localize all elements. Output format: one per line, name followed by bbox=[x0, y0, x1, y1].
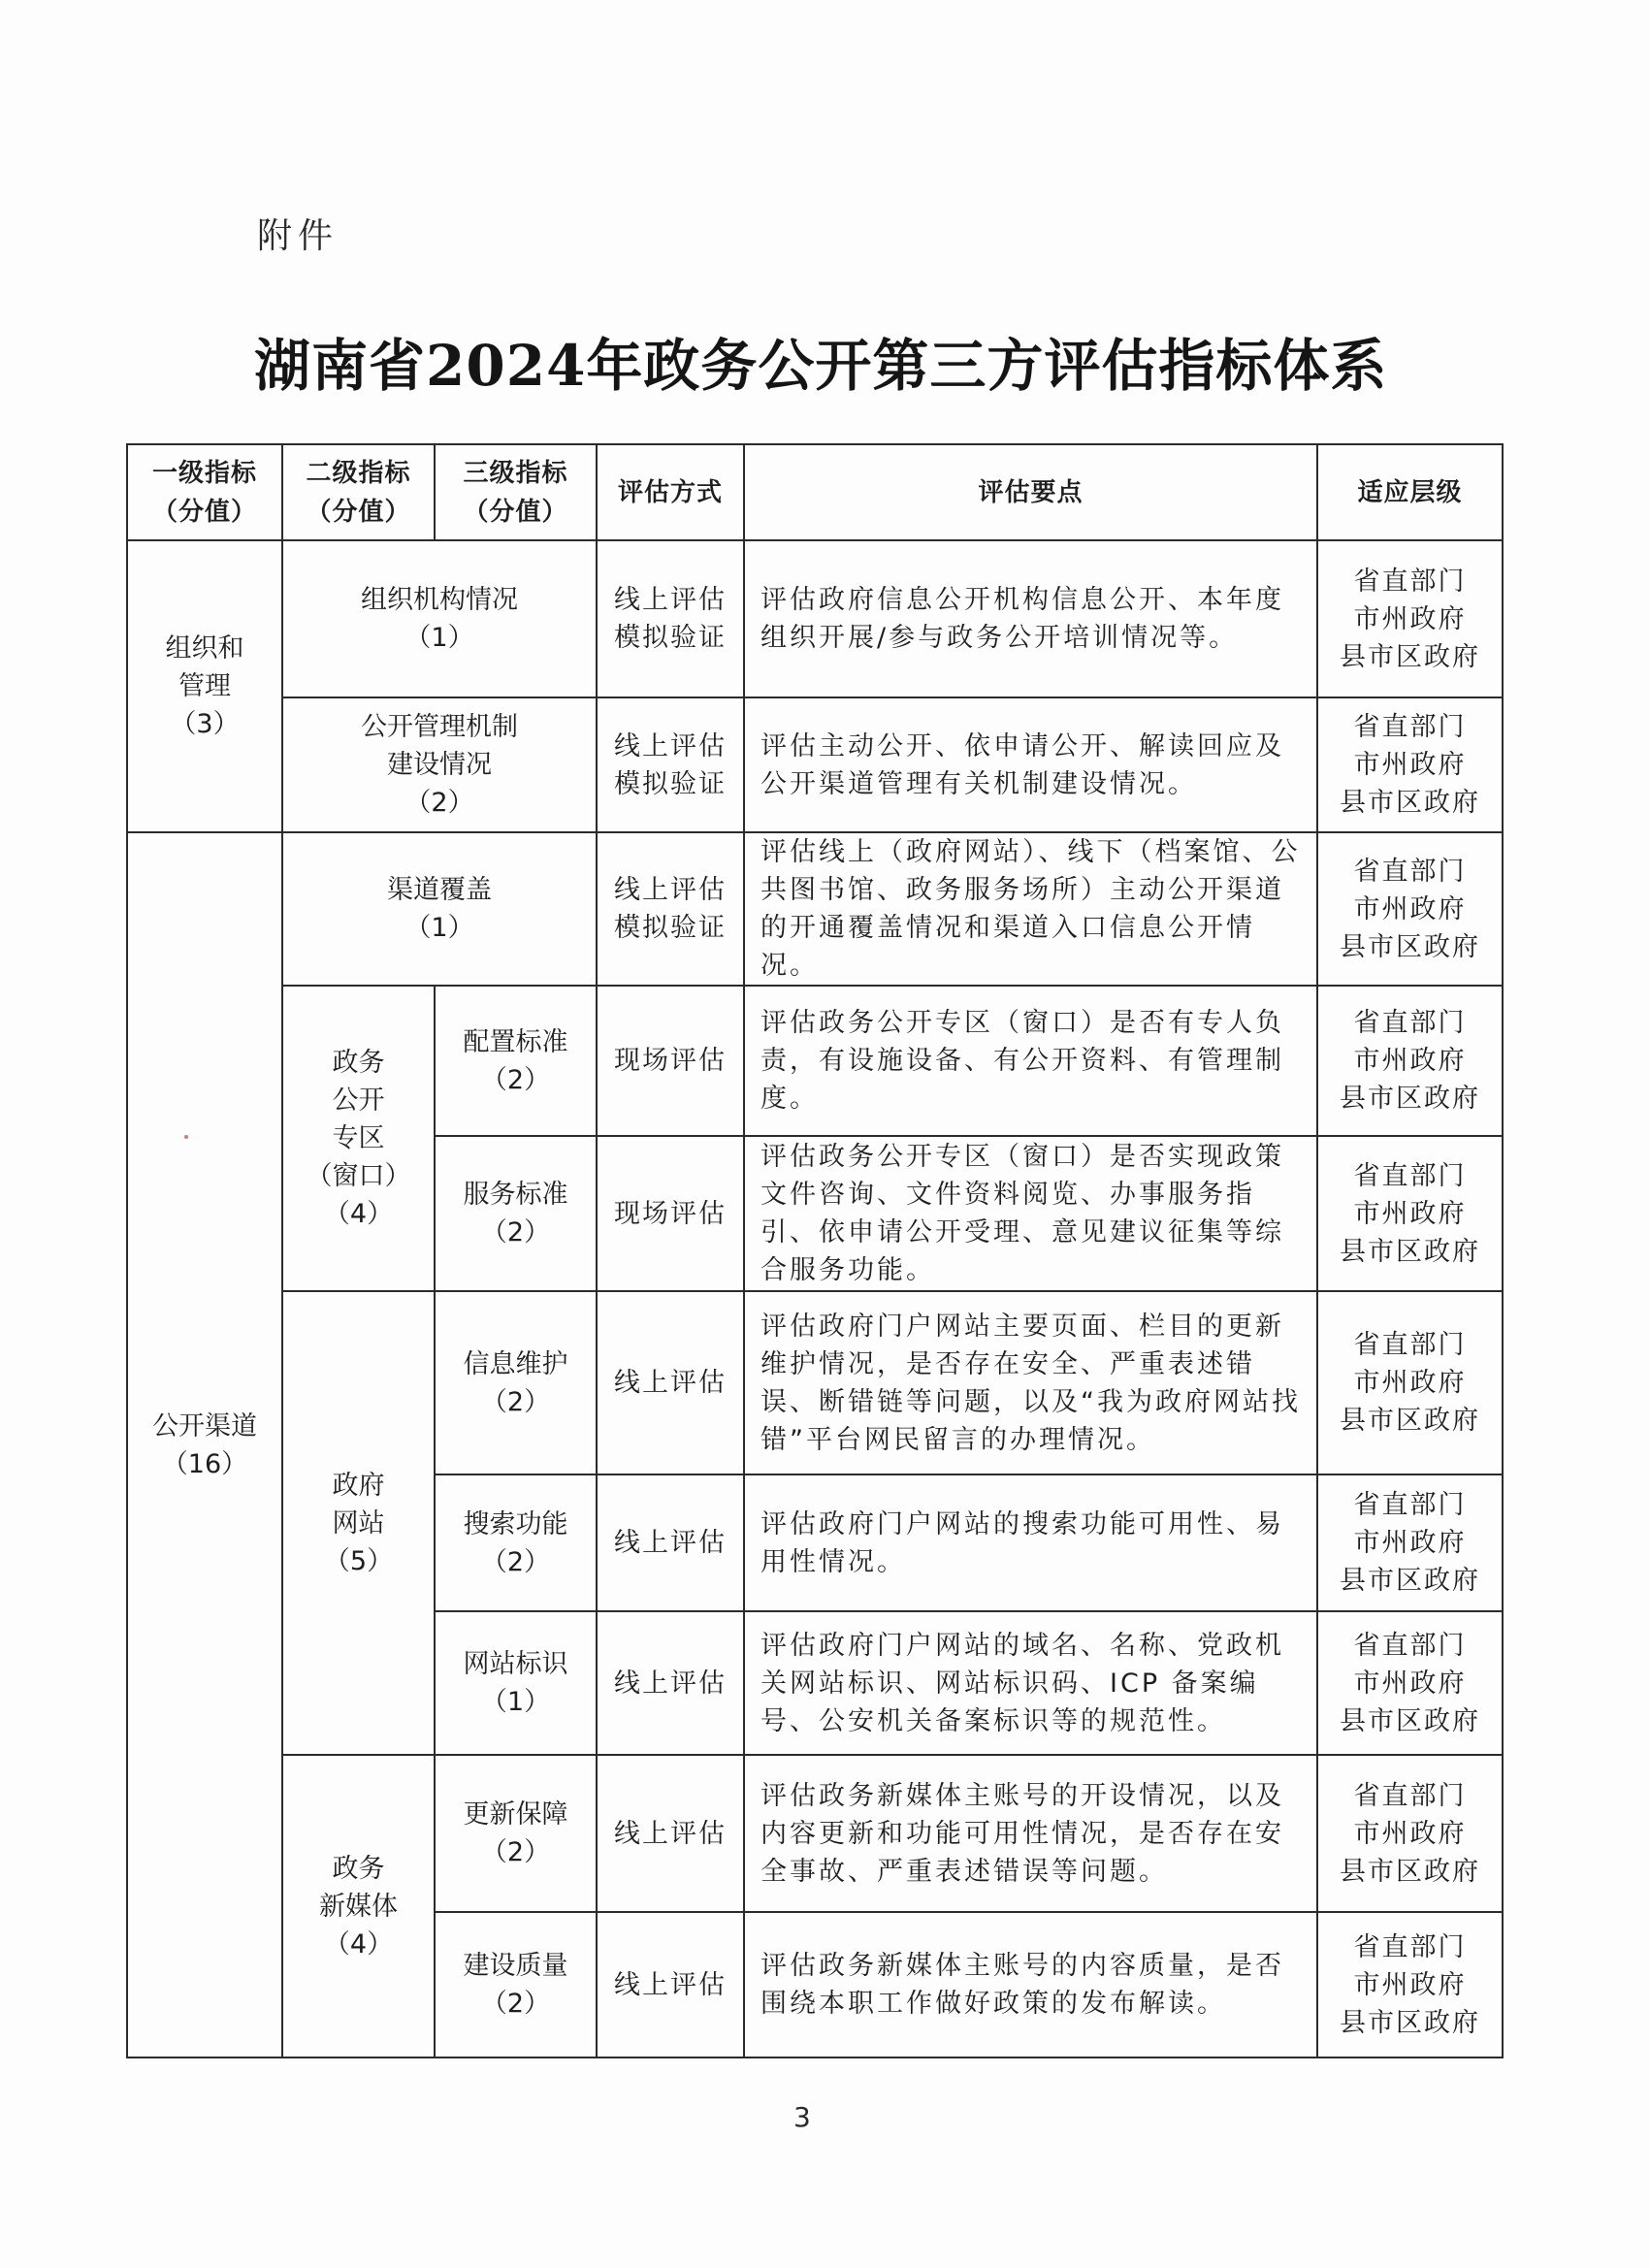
method-cell: 线上评估 模拟验证 bbox=[597, 832, 744, 986]
level3-cell: 建设质量 （2） bbox=[435, 1912, 597, 2057]
points-cell: 评估政务公开专区（窗口）是否有专人负责，有设施设备、有公开资料、有管理制度。 bbox=[744, 986, 1317, 1136]
points-cell: 评估政府门户网站的域名、名称、党政机关网站标识、网站标识码、ICP 备案编号、公安机关备案标识等的规范性。 bbox=[744, 1611, 1317, 1755]
method-cell: 线上评估 bbox=[597, 1755, 744, 1912]
level-cell: 省直部门 市州政府 县市区政府 bbox=[1317, 540, 1503, 697]
level-cell: 省直部门 市州政府 县市区政府 bbox=[1317, 1912, 1503, 2057]
level3-cell: 更新保障 （2） bbox=[435, 1755, 597, 1912]
scan-speck bbox=[184, 1135, 188, 1139]
level3-cell: 搜索功能 （2） bbox=[435, 1474, 597, 1611]
table-row bbox=[127, 1291, 1503, 1474]
method-cell: 现场评估 bbox=[597, 986, 744, 1136]
level-cell: 省直部门 市州政府 县市区政府 bbox=[1317, 1136, 1503, 1291]
evaluation-index-table bbox=[126, 443, 1504, 2058]
table-header-row bbox=[127, 444, 1503, 540]
level-cell: 省直部门 市州政府 县市区政府 bbox=[1317, 1755, 1503, 1912]
table-row bbox=[127, 697, 1503, 832]
method-cell: 现场评估 bbox=[597, 1136, 744, 1291]
document-title: 湖南省2024年政务公开第三方评估指标体系 bbox=[254, 333, 1388, 399]
level1-cell-org: 组织和 管理 （3） bbox=[127, 540, 282, 832]
points-cell: 评估政府门户网站的搜索功能可用性、易用性情况。 bbox=[744, 1474, 1317, 1611]
level-cell: 省直部门 市州政府 县市区政府 bbox=[1317, 697, 1503, 832]
points-cell: 评估政务新媒体主账号的内容质量，是否围绕本职工作做好政策的发布解读。 bbox=[744, 1912, 1317, 2057]
attachment-label: 附件 bbox=[257, 216, 340, 256]
table-row bbox=[127, 986, 1503, 1136]
method-cell: 线上评估 bbox=[597, 1291, 744, 1474]
points-cell: 评估政府信息公开机构信息公开、本年度组织开展/参与政务公开培训情况等。 bbox=[744, 540, 1317, 697]
level3-cell: 服务标准 （2） bbox=[435, 1136, 597, 1291]
header-level3: 三级指标 （分值） bbox=[435, 444, 597, 540]
level-cell: 省直部门 市州政府 县市区政府 bbox=[1317, 832, 1503, 986]
header-level: 适应层级 bbox=[1317, 444, 1503, 540]
table-row bbox=[127, 832, 1503, 986]
level2-group-cell: 政务 公开 专区 （窗口） （4） bbox=[282, 986, 435, 1291]
level3-cell: 信息维护 （2） bbox=[435, 1291, 597, 1474]
method-cell: 线上评估 bbox=[597, 1912, 744, 2057]
level-cell: 省直部门 市州政府 县市区政府 bbox=[1317, 1474, 1503, 1611]
level-cell: 省直部门 市州政府 县市区政府 bbox=[1317, 1291, 1503, 1474]
page-number: 3 bbox=[793, 2101, 811, 2133]
level2-group-cell: 政府 网站 （5） bbox=[282, 1291, 435, 1755]
points-cell: 评估政府门户网站主要页面、栏目的更新维护情况，是否存在安全、严重表述错误、断错链等问题，以及“我为政府网站找错”平台网民留言的办理情况。 bbox=[744, 1291, 1317, 1474]
method-cell: 线上评估 模拟验证 bbox=[597, 697, 744, 832]
header-level1: 一级指标 （分值） bbox=[127, 444, 282, 540]
level1-cell-channels: 公开渠道 （16） bbox=[127, 832, 282, 2057]
level3-cell: 配置标准 （2） bbox=[435, 986, 597, 1136]
method-cell: 线上评估 模拟验证 bbox=[597, 540, 744, 697]
level-cell: 省直部门 市州政府 县市区政府 bbox=[1317, 986, 1503, 1136]
points-cell: 评估主动公开、依申请公开、解读回应及公开渠道管理有关机制建设情况。 bbox=[744, 697, 1317, 832]
level3-cell: 网站标识 （1） bbox=[435, 1611, 597, 1755]
level2-cell: 公开管理机制 建设情况 （2） bbox=[282, 697, 597, 832]
method-cell: 线上评估 bbox=[597, 1611, 744, 1755]
level2-group-cell: 政务 新媒体 （4） bbox=[282, 1755, 435, 2057]
method-cell: 线上评估 bbox=[597, 1474, 744, 1611]
level-cell: 省直部门 市州政府 县市区政府 bbox=[1317, 1611, 1503, 1755]
header-level2: 二级指标 （分值） bbox=[282, 444, 435, 540]
points-cell: 评估政务公开专区（窗口）是否实现政策文件咨询、文件资料阅览、办事服务指引、依申请公开受理、意见建议征集等综合服务功能。 bbox=[744, 1136, 1317, 1291]
table-row bbox=[127, 1755, 1503, 1912]
header-points: 评估要点 bbox=[744, 444, 1317, 540]
points-cell: 评估政务新媒体主账号的开设情况，以及内容更新和功能可用性情况，是否存在安全事故、严重表述错误等问题。 bbox=[744, 1755, 1317, 1912]
level2-cell: 渠道覆盖 （1） bbox=[282, 832, 597, 986]
header-method: 评估方式 bbox=[597, 444, 744, 540]
points-cell: 评估线上（政府网站）、线下（档案馆、公共图书馆、政务服务场所）主动公开渠道的开通覆盖情况和渠道入口信息公开情况。 bbox=[744, 832, 1317, 986]
table-row bbox=[127, 540, 1503, 697]
level2-cell: 组织机构情况 （1） bbox=[282, 540, 597, 697]
